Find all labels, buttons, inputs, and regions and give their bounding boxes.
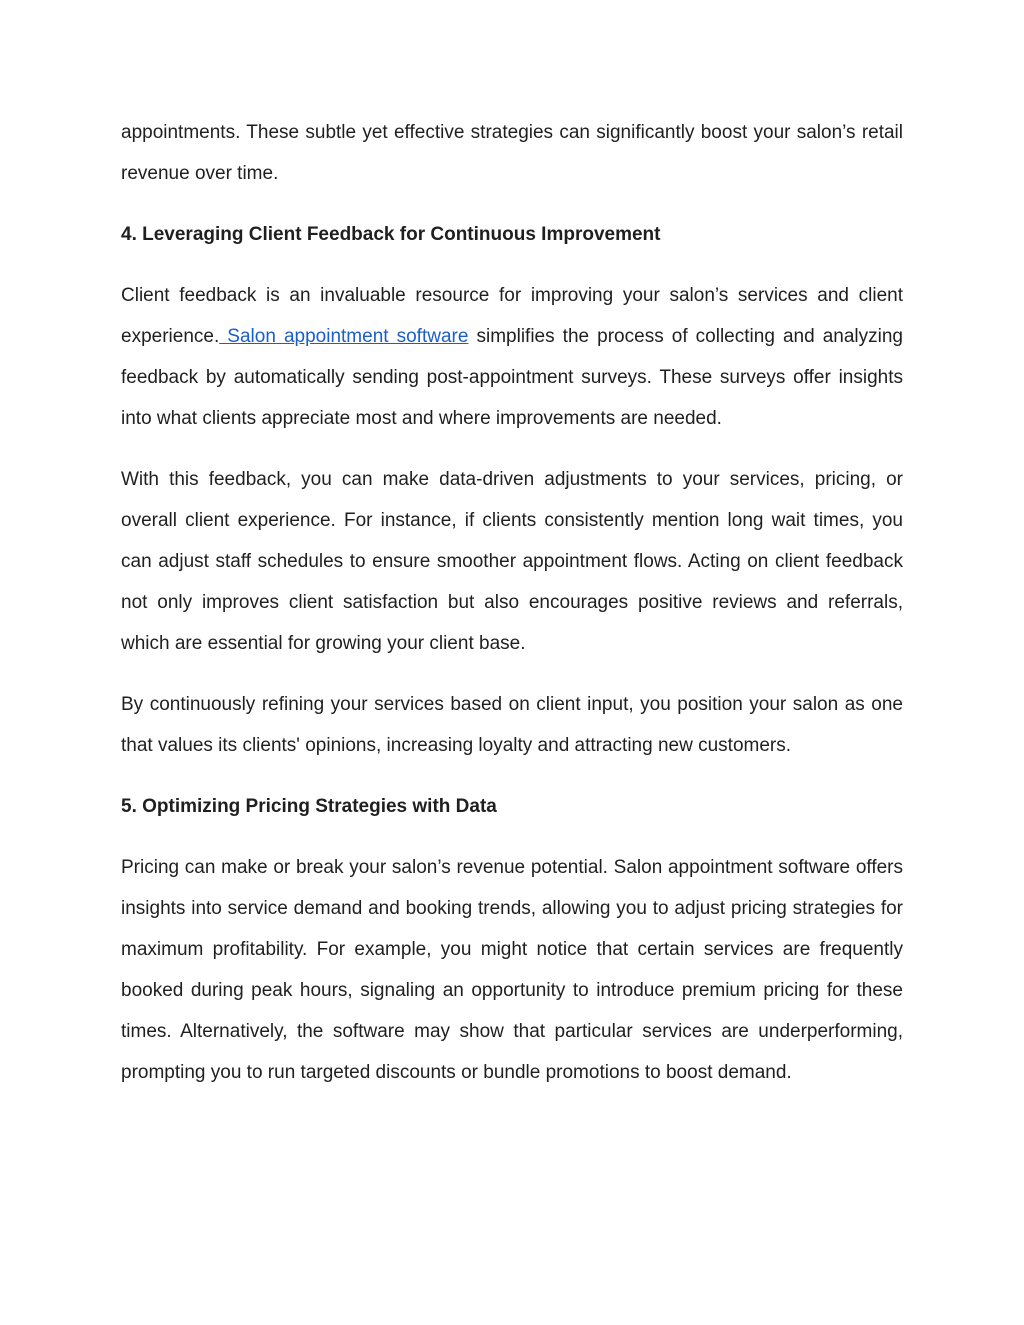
paragraph-text-after-link: simplifies the process of collecting and analyzing feedback by automatically sending post-appointment surveys. These surveys offer insights into what clients appreciate most and where improvements are needed. (121, 326, 903, 429)
heading-pricing-strategies: 5. Optimizing Pricing Strategies with Data (121, 796, 497, 817)
paragraph-refining-services: By continuously refining your services based on client input, you position your salon as one that values its clients' opinions, increasing loyalty and attracting new customers. (121, 694, 903, 756)
paragraph-pricing: Pricing can make or break your salon’s revenue potential. Salon appointment software offers insights into service demand and booking trends, allowing you to adjust pricing strategies for maximum profitability. For example, you might notice that certain services are frequently booked during peak hours, signaling an opportunity to introduce premium pricing for these times. Alternatively, the software may show that particular services are underperforming, prompting you to run targeted discounts or bundle promotions to boost demand. (121, 857, 903, 1083)
heading-client-feedback: 4. Leveraging Client Feedback for Continuous Improvement (121, 224, 661, 245)
salon-appointment-software-link[interactable]: Salon appointment software (219, 326, 469, 347)
paragraph-retail-revenue: appointments. These subtle yet effective strategies can significantly boost your salon’s retail revenue over time. (121, 122, 903, 184)
paragraph-data-driven-adjustments: With this feedback, you can make data-driven adjustments to your services, pricing, or overall client experience. For instance, if clients consistently mention long wait times, you can adjust staff schedules to ensure smoother appointment flows. Acting on client feedback not only improves client satisfaction but also encourages positive reviews and referrals, which are essential for growing your client base. (121, 469, 903, 654)
paragraph-client-feedback (121, 275, 903, 439)
document-page (121, 112, 903, 1113)
paragraph-text-before-link: Client feedback is an invaluable resource for improving your salon’s services and client experience. (121, 285, 903, 347)
